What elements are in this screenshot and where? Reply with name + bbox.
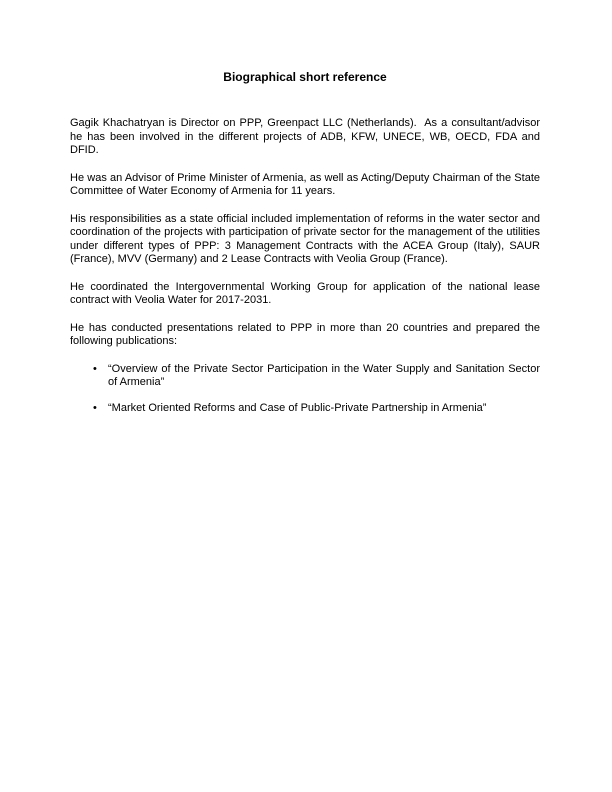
paragraph-intro: Gagik Khachatryan is Director on PPP, Greenpact LLC (Netherlands). As a consultant/advisor he has been involved in the different projects of ADB, KFW, UNECE, WB, OECD, FDA and DFID. bbox=[70, 117, 544, 156]
publication-title: “Overview of the Private Sector Participation in the Water Supply and Sanitation Sector of Armenia” bbox=[108, 362, 540, 388]
publications-list bbox=[70, 363, 540, 416]
bullet-icon: • bbox=[93, 401, 97, 414]
publication-title: “Market Oriented Reforms and Case of Public-Private Partnership in Armenia” bbox=[108, 401, 487, 414]
list-item bbox=[70, 363, 540, 390]
document-title: Biographical short reference bbox=[223, 70, 387, 84]
paragraph-working-group: He coordinated the Intergovernmental Working Group for application of the national lease contract with Veolia Water for 2017-2031. bbox=[70, 280, 544, 306]
paragraph-advisor: He was an Advisor of Prime Minister of Armenia, as well as Acting/Deputy Chairman of the State Committee of Water Economy of Armenia for 11 years. bbox=[70, 171, 544, 197]
paragraph-responsibilities: His responsibilities as a state official included implementation of reforms in the water sector and coordination of the projects with participation of private sector for the management of the utilities under different types of PPP: 3 Management Contracts with the ACEA Group (Italy), SAUR (France), MVV (Germany) and 2 Lease Contracts with Veolia Group (France). bbox=[70, 212, 544, 265]
paragraph-publications-lead: He has conducted presentations related to PPP in more than 20 countries and prepared the following publications: bbox=[70, 321, 544, 347]
bullet-icon: • bbox=[93, 362, 97, 375]
list-item bbox=[70, 402, 540, 416]
